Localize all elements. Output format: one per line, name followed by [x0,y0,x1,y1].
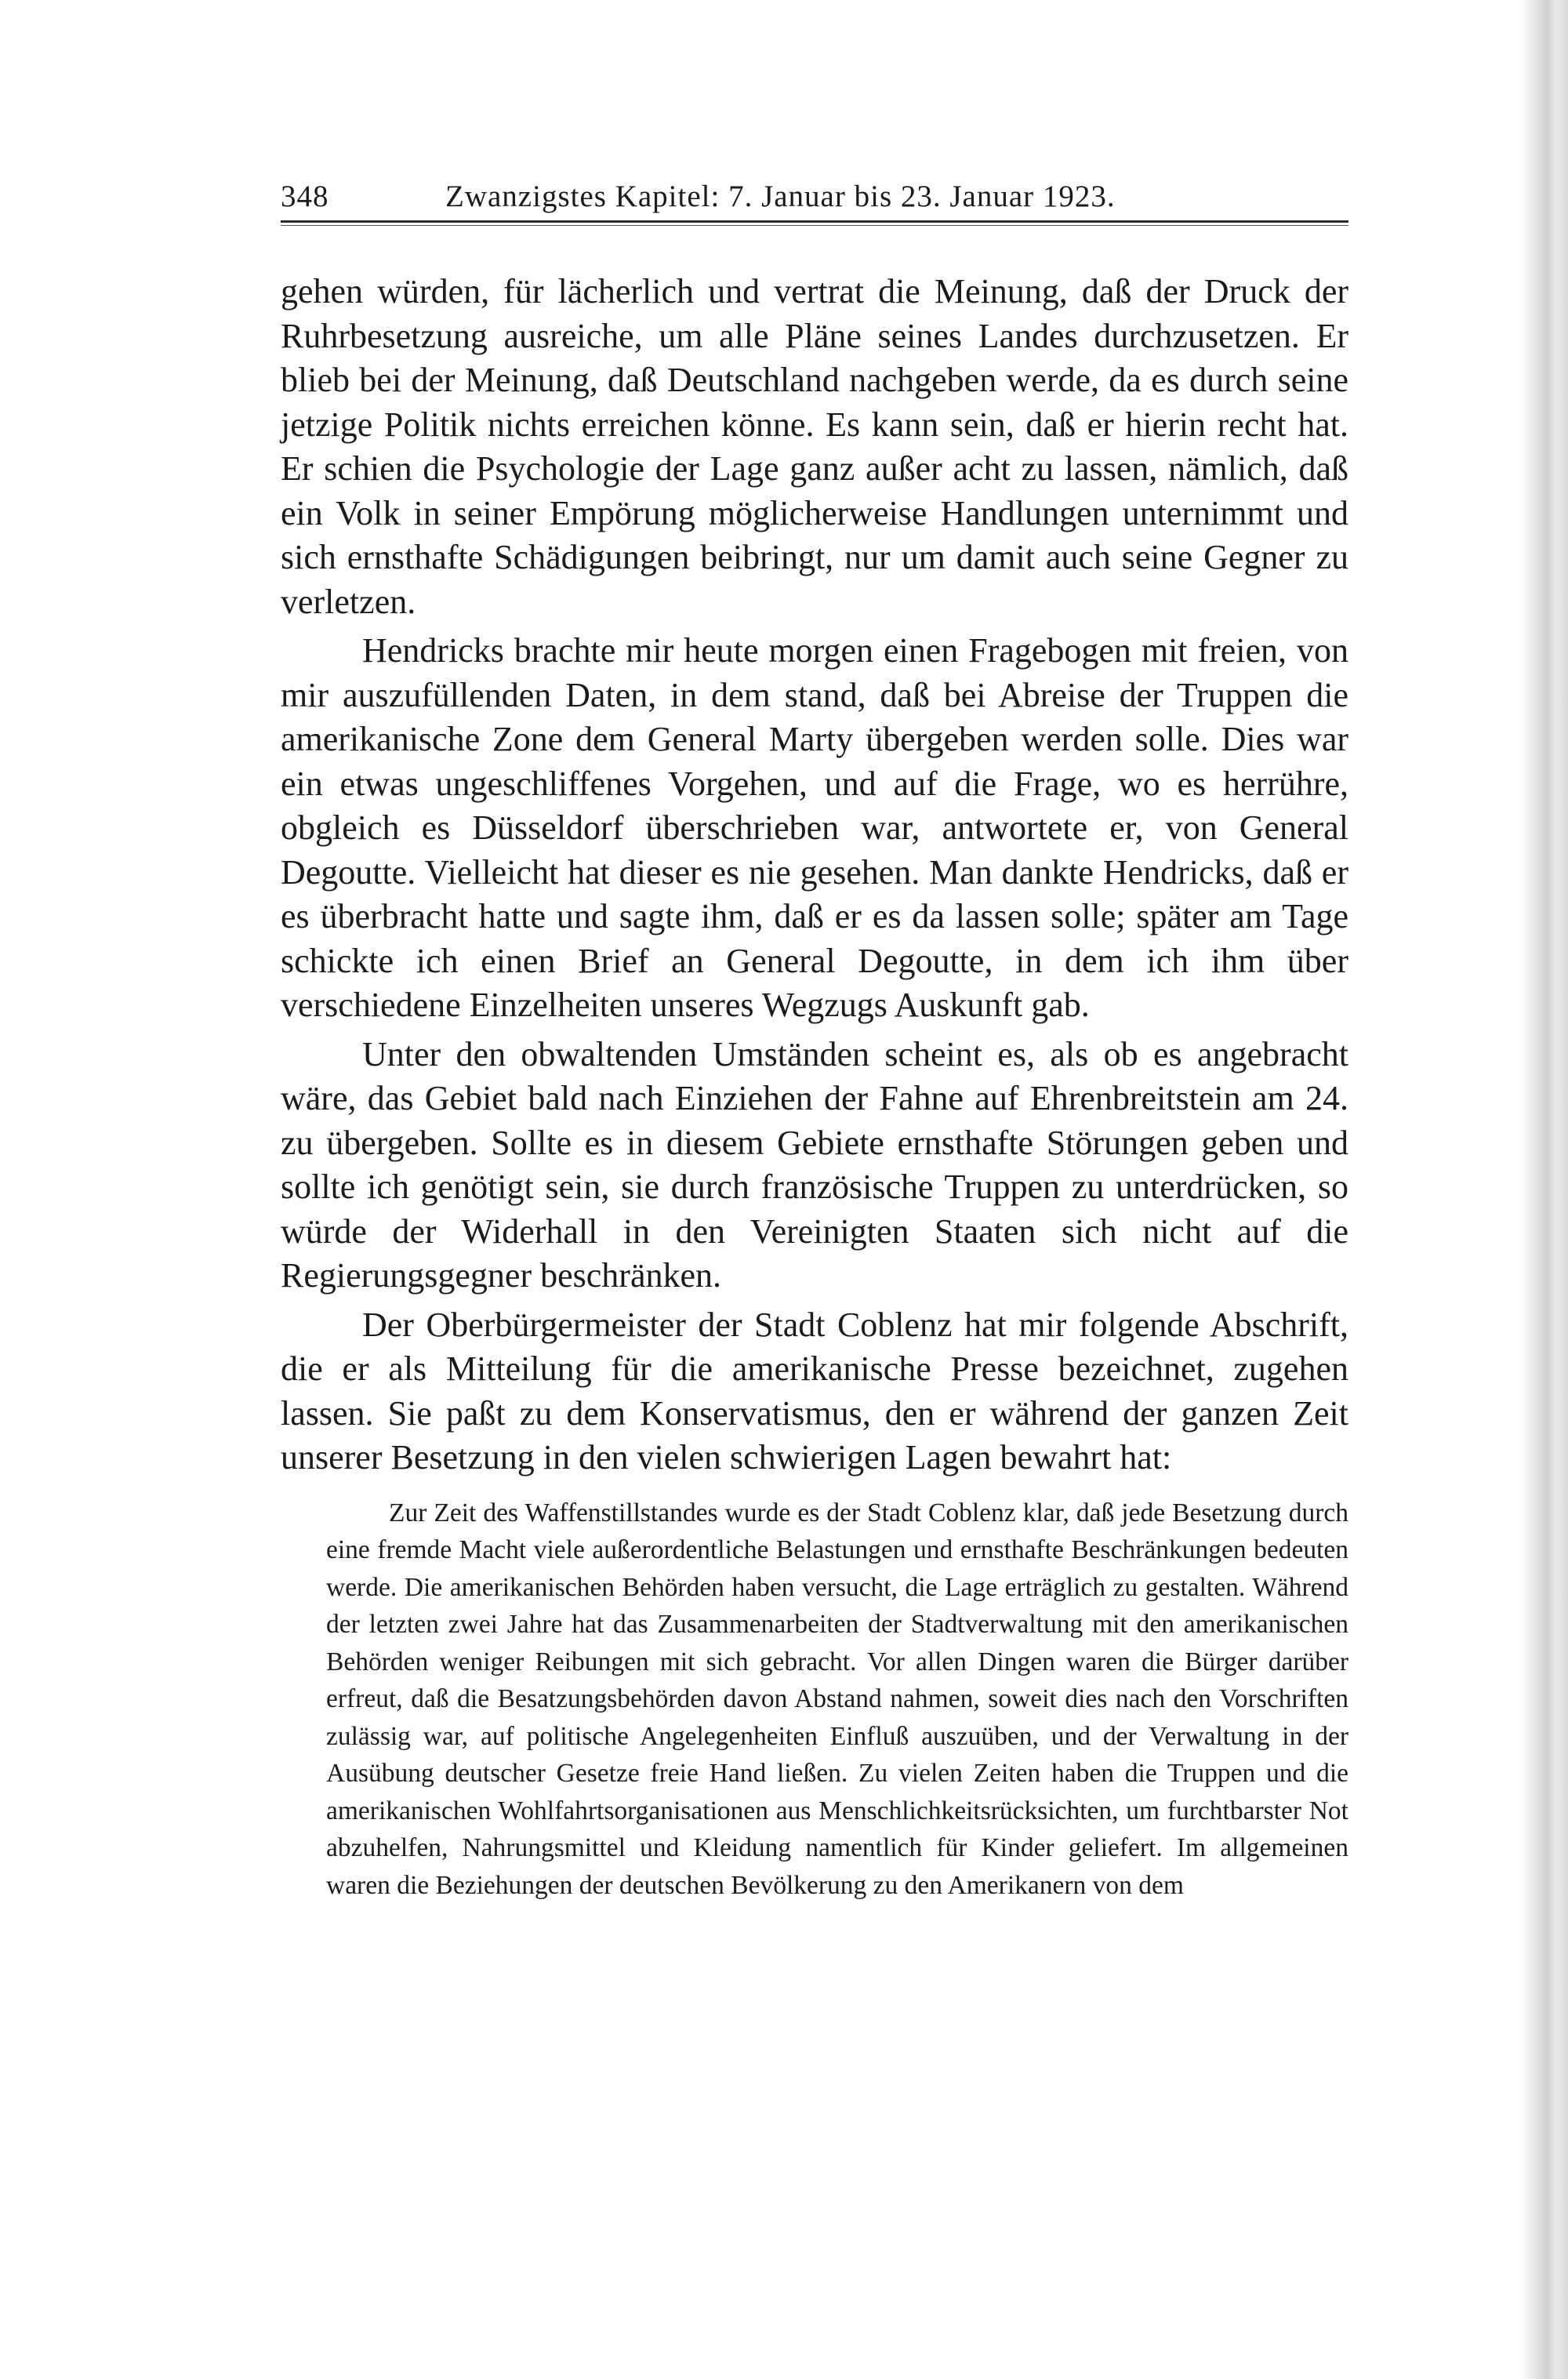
header-rule [281,220,1348,223]
paragraph-oberbuergermeister: Der Oberbürgermeister der Stadt Coblenz hat mir folgende Abschrift, die er als Mitteilung für die amerikanische Presse bezeichnet, zugehen lassen. Sie paßt zu dem Konservatismus, den er während der ganzen Zeit unserer Besetzung in den vielen schwierigen Lagen bewahrt hat: [281,1305,1348,1476]
page-edge-shadow [1521,0,1568,2379]
block-quote: Zur Zeit des Waffenstillstandes wurde es der Stadt Coblenz klar, daß jede Besetzung durch eine fremde Macht viele außerordentliche Belastungen und ernsthafte Beschränkungen bedeuten werde. Die amerikanischen Behörden haben versucht, die Lage erträglich zu gestalten. Während der letzten zwei Jahre hat das Zusammenarbeiten der Stadtverwaltung mit den amerikanischen Behörden weniger Reibungen mit sich gebracht. Vor allen Dingen waren die Bürger darüber erfreut, daß die Besatzungsbehörden davon Abstand nahmen, soweit dies nach den Vorschriften zulässig war, auf politische Angelegenheiten Einfluß auszuüben, und der Verwaltung in der Ausübung deutscher Gesetze freie Hand ließen. Zu vielen Zeiten haben die Truppen und die amerikanischen Wohlfahrtsorganisationen aus Menschlichkeitsrücksichten, um furchtbarster Not abzuhelfen, Nahrungsmittel und Kleidung namentlich für Kinder geliefert. Im allgemeinen waren die Beziehungen der deutschen Bevölkerung zu den Amerikanern von dem [326,1498,1348,1900]
paragraph-circumstances: Unter den obwaltenden Umständen scheint es, als ob es angebracht wäre, das Gebiet bald nach Einziehen der Fahne auf Ehrenbreitstein am 24. zu übergeben. Sollte es in diesem Gebiete ernsthafte Störungen geben und sollte ich genötigt sein, sie durch französische Truppen zu unterdrücken, so würde der Widerhall in den Vereinigten Staaten sich nicht auf die Regierungsgegner beschränken. [281,1034,1348,1295]
running-head: Zwanzigstes Kapitel: 7. Januar bis 23. Januar 1923. [445,180,1116,213]
page-header [281,179,1348,220]
paragraph-continuation: gehen würden, für lächerlich und vertrat die Meinung, daß der Druck der Ruhrbesetzung ausreiche, um alle Pläne seines Landes durchzusetzen. Er blieb bei der Meinung, daß Deutschland nachgeben werde, da es durch seine jetzige Politik nichts erreichen könne. Es kann sein, daß er hierin recht hat. Er schien die Psychologie der Lage ganz außer acht zu lassen, nämlich, daß ein Volk in seiner Empörung möglicherweise Handlungen unternimmt und sich ernsthafte Schädigungen beibringt, nur um damit auch seine Gegner zu verletzen. [281,272,1348,621]
book-page [281,179,1348,1904]
paragraph-hendricks: Hendricks brachte mir heute morgen einen Fragebogen mit freien, von mir auszufüllenden Daten, in dem stand, daß bei Abreise der Truppen die amerikanische Zone dem General Marty übergeben werden solle. Dies war ein etwas ungeschliffenes Vorgehen, und auf die Frage, wo es herrühre, obgleich es Düsseldorf überschrieben war, antwortete er, von General Degoutte. Vielleicht hat dieser es nie gesehen. Man dankte Hendricks, daß er es überbracht hatte und sagte ihm, daß er es da lassen solle; später am Tage schickte ich einen Brief an General Degoutte, in dem ich ihm über verschiedene Einzelheiten unseres Wegzugs Auskunft gab. [281,631,1348,1024]
header-rule-thin [281,225,1348,226]
page-number: 348 [281,180,329,213]
